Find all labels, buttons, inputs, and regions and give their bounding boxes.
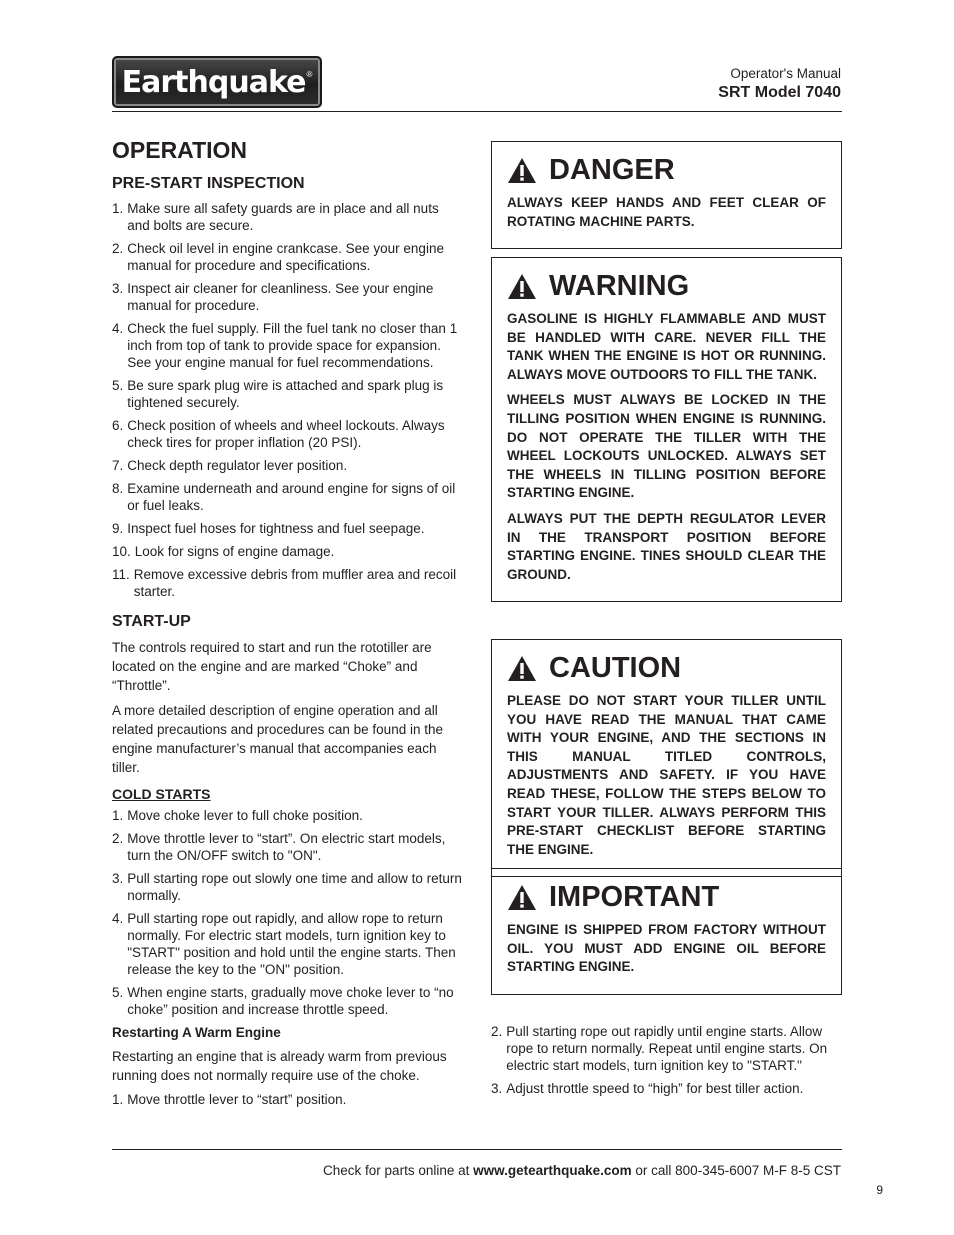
- warning-text-2: WHEELS MUST ALWAYS BE LOCKED IN THE TILLING POSITION WHEN ENGINE IS RUNNING. DO NOT OPERATE THE TILLER WITH THE WHEEL LOCKOUTS UNLOCKED. ALWAYS SET THE WHEELS IN TILLING POSITION BEFORE STARTING ENGINE.: [507, 392, 826, 501]
- footer-text: [323, 1163, 841, 1178]
- list-item: 1. Move choke lever to full choke position.: [112, 808, 363, 823]
- header-rule: [112, 111, 842, 112]
- danger-title: DANGER: [507, 152, 826, 188]
- list-item: 4. Pull starting rope out rapidly, and allow rope to return normally. For electric start models, turn ignition key to "START" position and hold until the engine starts. Then release the key to the "ON" position.: [112, 911, 456, 977]
- startup-paragraph-2: A more detailed description of engine operation and all related precautions and procedures can be found in the engine manufacturer’s manual that accompanies each tiller.: [112, 703, 443, 775]
- list-item: 1. Move throttle lever to “start” position.: [112, 1092, 347, 1107]
- prestart-heading: PRE-START INSPECTION: [112, 175, 305, 192]
- manual-label: Operator's Manual: [730, 66, 841, 81]
- model-label: SRT Model 7040: [718, 84, 841, 101]
- header-info: [718, 66, 841, 104]
- list-item: 8. Examine underneath and around engine for signs of oil or fuel leaks.: [112, 481, 456, 513]
- list-item: 5. Be sure spark plug wire is attached and spark plug is tightened securely.: [112, 378, 444, 410]
- list-item: 9. Inspect fuel hoses for tightness and fuel seepage.: [112, 521, 425, 536]
- warning-triangle-icon: [507, 884, 537, 911]
- list-item: 4. Check the fuel supply. Fill the fuel tank no closer than 1 inch from top of tank to provide space for expansion. See your engine manual for fuel recommendations.: [112, 321, 458, 370]
- warning-box: [491, 257, 842, 602]
- left-column: [112, 134, 464, 1114]
- cold-starts-heading: COLD STARTS: [112, 786, 211, 802]
- warning-title: WARNING: [507, 268, 826, 304]
- right-steps: [491, 1023, 842, 1103]
- footer-post: or call 800-345-6007 M-F 8-5 CST: [631, 1163, 841, 1178]
- important-title: IMPORTANT: [507, 879, 826, 915]
- list-item: 7. Check depth regulator lever position.: [112, 458, 348, 473]
- important-box: [491, 868, 842, 995]
- page-title: OPERATION: [112, 137, 248, 163]
- footer-pre: Check for parts online at: [323, 1163, 474, 1178]
- warm-engine-heading: Restarting A Warm Engine: [112, 1025, 281, 1040]
- warning-triangle-icon: [507, 655, 537, 682]
- warning-text-1: GASOLINE IS HIGHLY FLAMMABLE AND MUST BE HANDLED WITH CARE. NEVER FILL THE TANK WHEN THE ENGINE IS HOT OR RUNNING. ALWAYS MOVE OUTDOORS TO FILL THE TANK.: [507, 311, 826, 382]
- warm-engine-list: [112, 1091, 464, 1108]
- list-item: 1. Make sure all safety guards are in place and all nuts and bolts are secure.: [112, 201, 439, 233]
- logo-text: Earthquake: [121, 64, 306, 100]
- warm-engine-list-continued: [491, 1023, 842, 1097]
- caution-title: CAUTION: [507, 650, 826, 686]
- list-item: 3. Adjust throttle speed to “high” for best tiller action.: [491, 1081, 804, 1096]
- list-item: 2. Move throttle lever to “start”. On electric start models, turn the ON/OFF switch to "ON".: [112, 831, 446, 863]
- startup-heading: START-UP: [112, 613, 191, 630]
- website-link[interactable]: www.getearthquake.com: [473, 1163, 632, 1178]
- prestart-list: [112, 200, 464, 600]
- list-item: 5. When engine starts, gradually move choke lever to “no choke” position and increase throttle speed.: [112, 985, 454, 1017]
- warning-text-3: ALWAYS PUT THE DEPTH REGULATOR LEVER IN THE TRANSPORT POSITION BEFORE STARTING ENGINE. TINES SHOULD CLEAR THE GROUND.: [507, 510, 826, 582]
- warm-engine-paragraph: Restarting an engine that is already warm from previous running does not normally require use of the choke.: [112, 1049, 447, 1083]
- list-item: 2. Check oil level in engine crankcase. See your engine manual for procedure and specifications.: [112, 241, 444, 273]
- earthquake-logo: [112, 56, 322, 108]
- list-item: 11. Remove excessive debris from muffler area and recoil starter.: [112, 567, 457, 599]
- logo-registered-mark: ®: [306, 69, 313, 79]
- list-item: 3. Inspect air cleaner for cleanliness. See your engine manual for procedure.: [112, 281, 434, 313]
- list-item: 6. Check position of wheels and wheel lockouts. Always check tires for proper inflation (20 PSI).: [112, 418, 445, 450]
- footer-rule: [112, 1149, 842, 1150]
- list-item: 3. Pull starting rope out slowly one time and allow to return normally.: [112, 871, 462, 903]
- cold-starts-list: [112, 807, 464, 1018]
- page-number: 9: [876, 1183, 883, 1197]
- list-item: 2. Pull starting rope out rapidly until engine starts. Allow rope to return normally. Repeat until engine starts. On electric start models, turn ignition key to "START.": [491, 1024, 828, 1073]
- caution-text: PLEASE DO NOT START YOUR TILLER UNTIL YOU HAVE READ THE MANUAL THAT CAME WITH YOUR ENGINE, AND THE SECTIONS IN THIS MANUAL TITLED CONTROLS, ADJUSTMENTS AND SAFETY. IF YOU HAVE READ THESE, FOLLOW THE STEPS BELOW TO START YOUR TILLER. ALWAYS PERFORM THIS PRE-START CHECKLIST BEFORE STARTING THE ENGINE.: [507, 693, 826, 857]
- list-item: 10. Look for signs of engine damage.: [112, 544, 335, 559]
- danger-text: ALWAYS KEEP HANDS AND FEET CLEAR OF ROTATING MACHINE PARTS.: [507, 195, 826, 229]
- warning-triangle-icon: [507, 157, 537, 184]
- caution-box: [491, 639, 842, 877]
- warning-triangle-icon: [507, 273, 537, 300]
- danger-box: [491, 141, 842, 249]
- important-text: ENGINE IS SHIPPED FROM FACTORY WITHOUT OIL. YOU MUST ADD ENGINE OIL BEFORE STARTING ENGINE.: [507, 922, 826, 975]
- startup-paragraph-1: The controls required to start and run the rototiller are located on the engine and are marked “Choke” and “Throttle”.: [112, 640, 432, 693]
